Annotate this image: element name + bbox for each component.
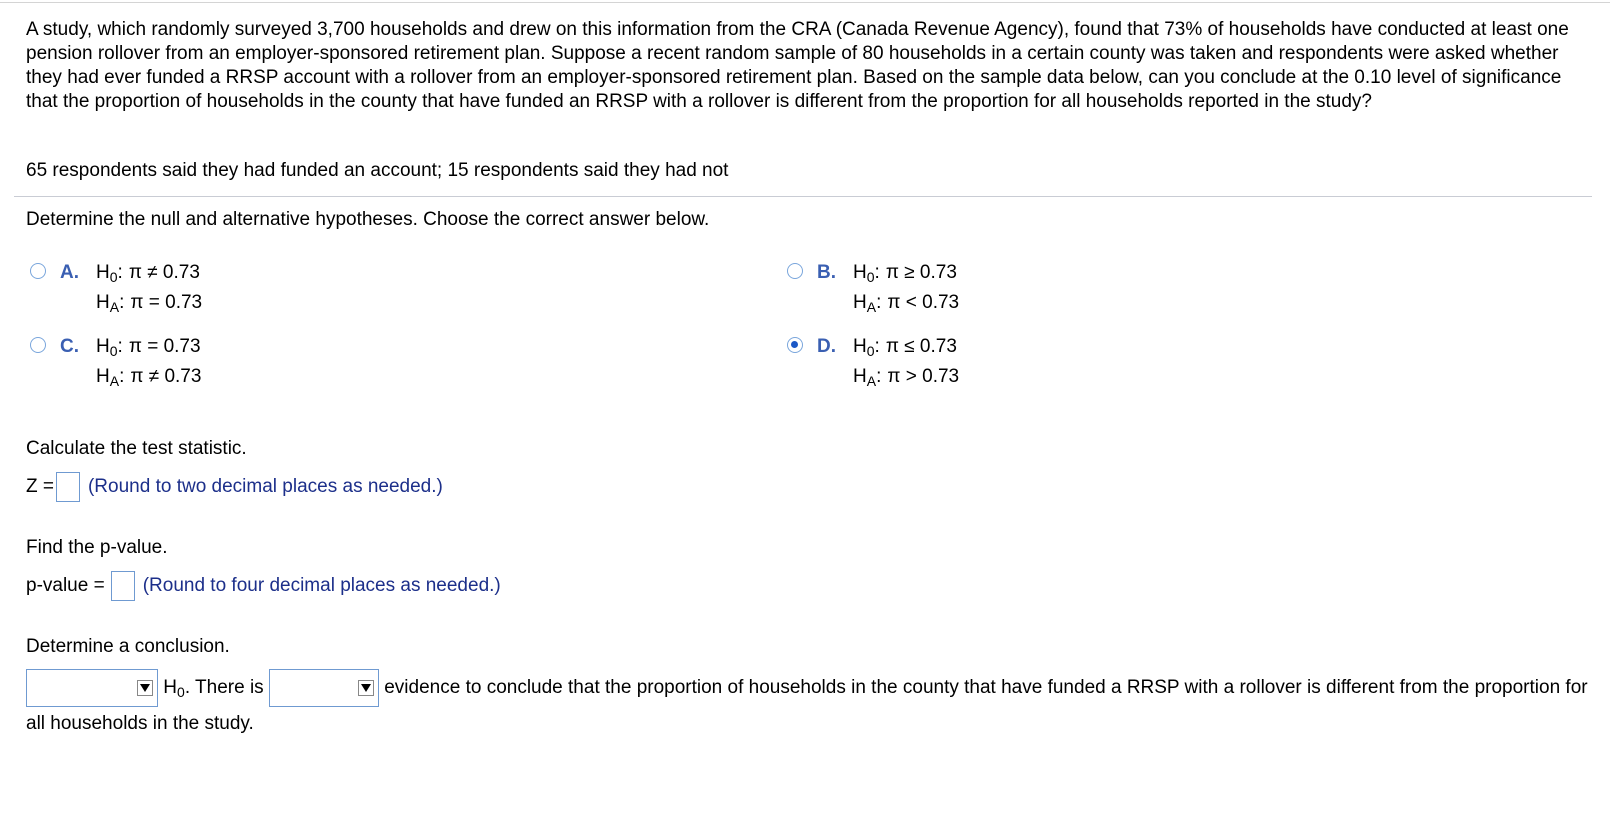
choice-c-ha: $H_A$: π ≠ 0.73	[96, 366, 202, 389]
choice-c-letter: C.	[60, 336, 79, 357]
choice-c-h0: $H_0$: π = 0.73	[96, 336, 201, 359]
choice-b-letter: B.	[817, 262, 836, 283]
conclusion-h0: $H_0$. There is	[163, 677, 264, 701]
p-value-input[interactable]	[111, 571, 135, 601]
radio-b-icon[interactable]	[787, 263, 803, 279]
evidence-select[interactable]	[269, 669, 379, 707]
choice-b-h0: $H_0$: π ≥ 0.73	[853, 262, 957, 285]
conclusion-sentence	[26, 669, 1596, 740]
choice-a-h0: $H_0$: π ≠ 0.73	[96, 262, 200, 285]
reject-select[interactable]	[26, 669, 158, 707]
p-value-var: p-value =	[26, 575, 105, 596]
conclusion-label: Determine a conclusion.	[26, 636, 230, 657]
choice-d-h0: $H_0$: π ≤ 0.73	[853, 336, 957, 359]
choice-d-letter: D.	[817, 336, 836, 357]
test-statistic-label: Calculate the test statistic.	[26, 438, 247, 459]
p-value-label: Find the p-value.	[26, 537, 168, 558]
z-input[interactable]	[56, 472, 80, 502]
top-border	[0, 2, 1610, 3]
z-hint: (Round to two decimal places as needed.)	[87, 476, 443, 497]
p-value-row	[26, 571, 501, 601]
p-value-hint: (Round to four decimal places as needed.)	[142, 575, 501, 596]
choice-a-ha: $H_A$: π = 0.73	[96, 292, 203, 315]
evidence-select-arrow-icon[interactable]	[358, 680, 374, 696]
radio-a-icon[interactable]	[30, 263, 46, 279]
hypotheses-prompt: Determine the null and alternative hypotheses. Choose the correct answer below.	[26, 209, 710, 230]
reject-select-arrow-icon[interactable]	[137, 680, 153, 696]
sample-data: 65 respondents said they had funded an account; 15 respondents said they had not	[26, 160, 729, 181]
choice-d-ha: $H_A$: π > 0.73	[853, 366, 960, 389]
section-divider	[14, 196, 1592, 197]
problem-statement: A study, which randomly surveyed 3,700 households and drew on this information from the CRA (Canada Revenue Agency), found that 73% of households have conducted at least one pension rollover from an employer-sponsored retirement plan. Suppose a recent random sample of 80 households in a certain county was taken and respondents were asked whether they had ever funded a RRSP account with a rollover from an employer-sponsored retirement plan. Based on the sample data below, can you conclude at the 0.10 level of significance that the proportion of households in the county that have funded an RRSP with a rollover is different from the proportion for all households reported in the study?	[26, 19, 1569, 112]
radio-c-icon[interactable]	[30, 337, 46, 353]
test-statistic-row	[26, 472, 443, 502]
z-label: Z =	[26, 476, 54, 497]
conclusion-tail: evidence to conclude that the proportion of households in the county that have funded a RRSP with a rollover is different from the proportion for all households in the study.	[26, 677, 1588, 735]
choice-b-ha: $H_A$: π < 0.73	[853, 292, 960, 315]
choice-a-letter: A.	[60, 262, 79, 283]
radio-d-icon[interactable]	[787, 337, 803, 353]
